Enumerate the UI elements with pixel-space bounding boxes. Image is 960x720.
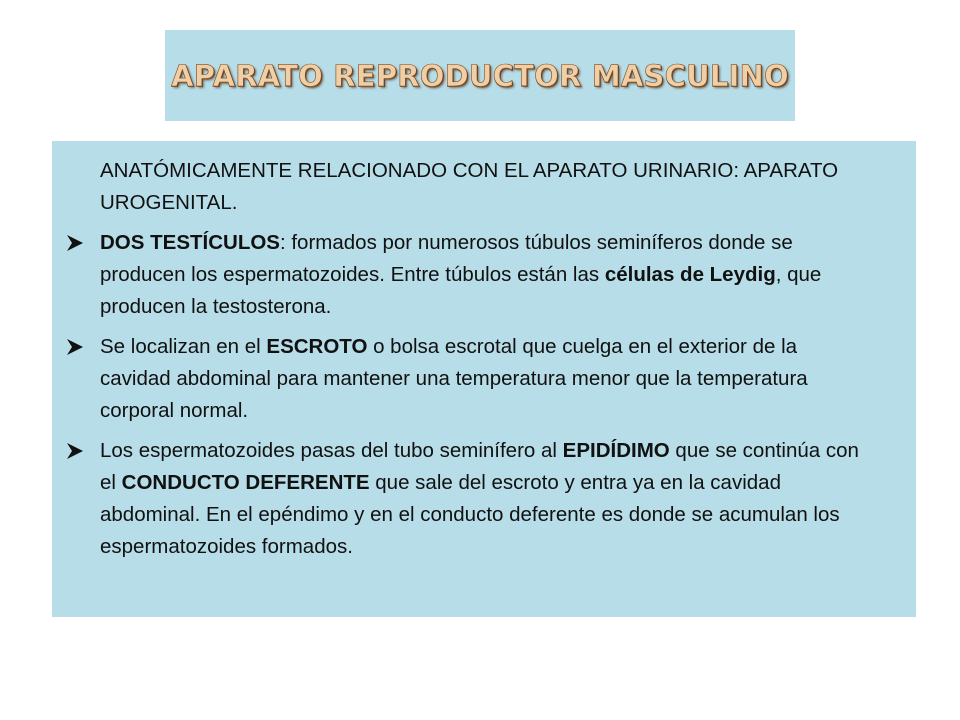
term-leydig: células de Leydig (604, 263, 776, 286)
item-text: : formados por numerosos túbulos seminíferos donde se producen los espermatozoides. Entre túbulos están las (100, 231, 793, 286)
item-text: o bolsa escrotal que cuelga en el exterior de la cavidad abdominal para mantener una temperatura menor que la temperatura corporal normal. (100, 335, 808, 422)
term-testiculos: DOS TESTÍCULOS (100, 231, 280, 254)
item-text: Se localizan en el (100, 335, 267, 358)
title-box (165, 30, 795, 121)
item-text: que sale del escroto y entra ya en la cavidad abdominal. En el epéndimo y en el conducto deferente es donde se acumulan los espermatozoides formados. (100, 471, 840, 558)
arrowhead-bullet-icon (66, 331, 88, 363)
item-text: que se continúa con el (100, 439, 859, 494)
term-conducto-deferente: CONDUCTO DEFERENTE (121, 471, 370, 494)
arrowhead-bullet-icon (66, 435, 88, 467)
bullet-item-escroto (100, 331, 860, 427)
bullet-item-epididimo (100, 435, 860, 563)
content-text (100, 155, 860, 571)
term-escroto: ESCROTO (266, 335, 368, 358)
item-text: Los espermatozoides pasas del tubo seminífero al (100, 439, 563, 462)
bullet-item-testiculos (100, 227, 860, 323)
slide-title: APARATO REPRODUCTOR MASCULINO (171, 58, 789, 93)
intro-paragraph: ANATÓMICAMENTE RELACIONADO CON EL APARATO URINARIO: APARATO UROGENITAL. (100, 159, 839, 214)
content-box (52, 141, 916, 617)
arrowhead-bullet-icon (66, 227, 88, 259)
term-epididimo: EPIDÍDIMO (562, 439, 670, 462)
item-text: , que producen la testosterona. (100, 263, 822, 318)
